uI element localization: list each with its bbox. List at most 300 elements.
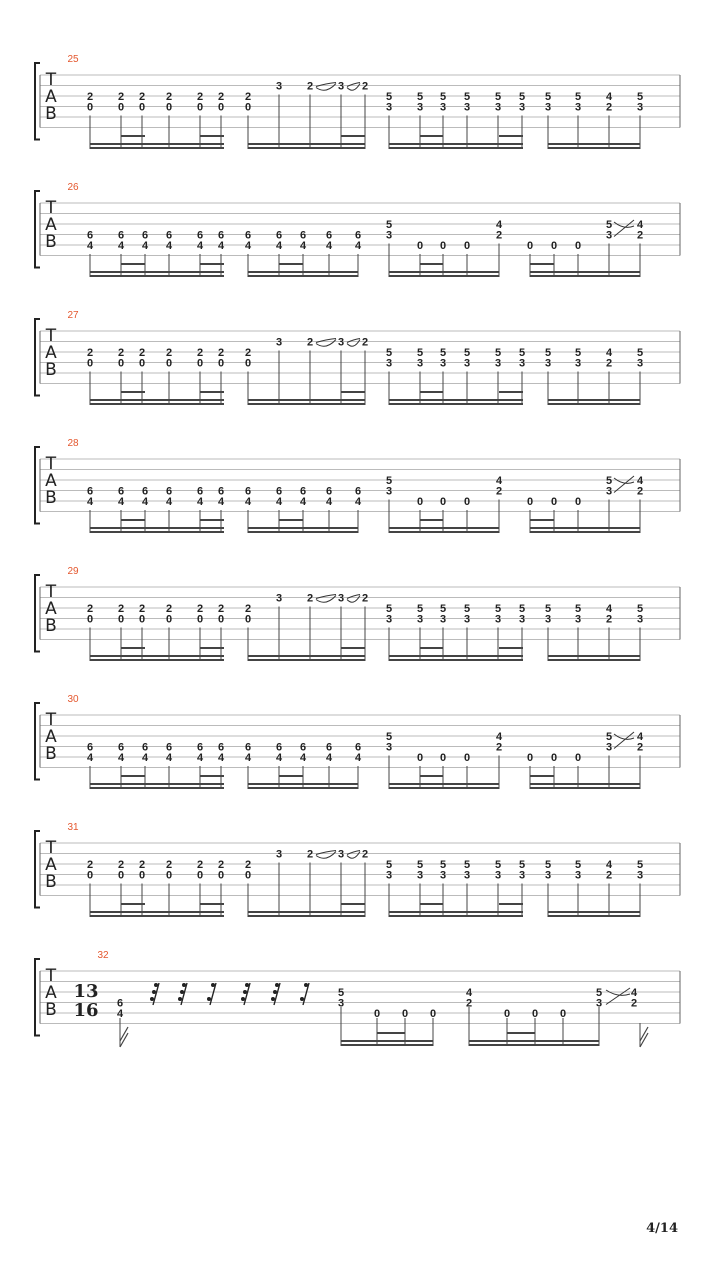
beam [90, 659, 224, 661]
fret-number: 2 [244, 603, 252, 615]
fret-number: 2 [217, 91, 225, 103]
fret-number: 0 [117, 869, 125, 882]
page-number: 4/14 [646, 1221, 678, 1236]
tab-system-28 [35, 438, 680, 533]
fret-number: 3 [439, 357, 447, 370]
beam-sub [499, 647, 523, 649]
fret-number: 2 [605, 101, 613, 114]
beam-sub [530, 519, 554, 521]
fret-number: 4 [299, 240, 307, 252]
fret-number: 4 [117, 496, 125, 508]
fret-number: 2 [117, 347, 125, 359]
beam [248, 271, 358, 273]
fret-number: 4 [217, 496, 225, 508]
fret-number: 0 [165, 101, 173, 114]
rest-symbol [304, 983, 308, 987]
fret-number: 2 [86, 859, 94, 871]
beam [389, 787, 499, 789]
beam-sub [341, 903, 365, 905]
fret-number: 0 [217, 357, 225, 370]
fret-number: 3 [385, 869, 393, 882]
beam-sub [200, 263, 224, 265]
tab-system-30 [35, 694, 680, 789]
fret-number: 5 [416, 91, 424, 103]
fret-number: 0 [526, 496, 534, 508]
fret-number: 3 [275, 80, 283, 93]
measure-number: 32 [97, 950, 109, 961]
fret-number: 0 [244, 869, 252, 882]
fret-number: 3 [416, 613, 424, 626]
beam [341, 1044, 433, 1046]
fret-number: 5 [385, 475, 393, 487]
fret-number: 4 [165, 752, 173, 764]
fret-number: 2 [217, 603, 225, 615]
fret-number: 5 [385, 219, 393, 231]
fret-number: 0 [416, 496, 424, 508]
beam [389, 655, 523, 657]
fret-number: 4 [86, 240, 94, 252]
tab-clef-t: T [45, 582, 57, 602]
fret-number: 4 [244, 240, 252, 252]
fret-number: 2 [361, 80, 369, 93]
fret-number: 3 [595, 997, 603, 1010]
fret-number: 4 [117, 240, 125, 252]
beam [389, 147, 523, 149]
beam [248, 399, 365, 401]
fret-number: 5 [385, 731, 393, 743]
beam-sub [420, 647, 443, 649]
tab-clef-a: A [45, 215, 57, 235]
fret-number: 2 [217, 347, 225, 359]
tab-clef-b: B [45, 616, 57, 636]
fret-number: 2 [86, 347, 94, 359]
fret-number: 0 [244, 613, 252, 626]
fret-number: 2 [196, 91, 204, 103]
fret-number: 0 [401, 1008, 409, 1020]
beam-sub [507, 1032, 535, 1034]
beam [548, 147, 640, 149]
rest-symbol [273, 990, 277, 994]
beam [389, 783, 499, 785]
fret-number: 5 [574, 859, 582, 871]
rest-symbol [275, 983, 279, 987]
beam [530, 531, 640, 533]
fret-number: 0 [526, 240, 534, 252]
fret-number: 3 [463, 101, 471, 114]
beam-sub [279, 263, 303, 265]
fret-number: 3 [518, 101, 526, 114]
fret-number: 4 [465, 987, 473, 999]
fret-number: 4 [86, 752, 94, 764]
fret-number: 5 [439, 91, 447, 103]
tab-clef-a: A [45, 599, 57, 619]
system-bracket [35, 831, 40, 908]
fret-number: 2 [165, 603, 173, 615]
beam [530, 271, 640, 273]
beam [90, 655, 224, 657]
fret-number: 3 [544, 357, 552, 370]
fret-number: 2 [196, 859, 204, 871]
fret-number: 0 [503, 1008, 511, 1020]
fret-number: 0 [86, 613, 94, 626]
fret-number: 3 [494, 613, 502, 626]
fret-number: 5 [605, 219, 613, 231]
fret-number: 2 [217, 859, 225, 871]
fret-number: 5 [544, 91, 552, 103]
fret-number: 6 [117, 229, 125, 242]
rest-symbol [207, 997, 211, 1001]
tab-clef-a: A [45, 983, 57, 1003]
fret-number: 4 [141, 752, 149, 764]
beam-sub [420, 903, 443, 905]
fret-number: 5 [494, 91, 502, 103]
beam-sub [200, 391, 224, 393]
beam [530, 783, 640, 785]
beam [548, 659, 640, 661]
fret-number: 2 [306, 592, 314, 605]
beam-sub [420, 391, 443, 393]
beam [389, 531, 499, 533]
fret-number: 4 [495, 731, 503, 743]
fret-number: 0 [165, 357, 173, 370]
fret-number: 6 [299, 229, 307, 242]
fret-number: 6 [275, 485, 283, 498]
fret-number: 6 [165, 741, 173, 754]
fret-number: 4 [636, 731, 644, 743]
tab-clef-a: A [45, 343, 57, 363]
fret-number: 3 [574, 869, 582, 882]
fret-number: 6 [165, 485, 173, 498]
fret-number: 6 [165, 229, 173, 242]
tab-clef-b: B [45, 1000, 57, 1020]
beam [389, 399, 523, 401]
rest-symbol [241, 997, 245, 1001]
beam [90, 911, 224, 913]
beam [341, 1040, 433, 1042]
fret-number: 3 [416, 357, 424, 370]
tab-system-25 [35, 54, 680, 149]
fret-number: 4 [605, 347, 613, 359]
measure-number: 26 [67, 182, 79, 193]
fret-number: 5 [574, 347, 582, 359]
fret-number: 2 [86, 603, 94, 615]
beam [389, 911, 523, 913]
fret-number: 4 [196, 496, 204, 508]
fret-number: 4 [299, 752, 307, 764]
beam [548, 915, 640, 917]
beam-sub [420, 519, 443, 521]
fret-number: 2 [605, 613, 613, 626]
fret-number: 3 [463, 357, 471, 370]
fret-number: 0 [196, 869, 204, 882]
beam [248, 655, 365, 657]
fret-number: 0 [574, 752, 582, 764]
fret-number: 6 [196, 741, 204, 754]
rest-symbol [245, 983, 249, 987]
fret-number: 6 [354, 229, 362, 242]
fret-number: 4 [217, 752, 225, 764]
fret-number: 2 [636, 485, 644, 498]
fret-number: 2 [86, 91, 94, 103]
fret-number: 6 [354, 741, 362, 754]
beam [248, 783, 358, 785]
fret-number: 2 [244, 347, 252, 359]
fret-number: 0 [196, 357, 204, 370]
fret-number: 4 [605, 859, 613, 871]
fret-number: 5 [636, 91, 644, 103]
fret-number: 3 [605, 741, 613, 754]
fret-number: 5 [605, 731, 613, 743]
beam-sub [200, 647, 224, 649]
fret-number: 4 [354, 496, 362, 508]
fret-number: 5 [385, 347, 393, 359]
fret-number: 0 [217, 613, 225, 626]
fret-number: 2 [165, 347, 173, 359]
fret-number: 5 [463, 603, 471, 615]
fret-number: 6 [244, 229, 252, 242]
fret-number: 5 [385, 603, 393, 615]
fret-number: 3 [416, 101, 424, 114]
beam-sub [200, 903, 224, 905]
fret-number: 3 [636, 101, 644, 114]
fret-number: 5 [636, 347, 644, 359]
fret-number: 0 [244, 101, 252, 114]
beam [248, 911, 365, 913]
fret-number: 4 [165, 496, 173, 508]
fret-number: 3 [337, 848, 345, 861]
fret-number: 3 [337, 592, 345, 605]
beam-sub [377, 1032, 405, 1034]
tab-clef-t: T [45, 326, 57, 346]
tab-system-26 [35, 182, 680, 277]
fret-number: 4 [605, 603, 613, 615]
fret-number: 2 [636, 229, 644, 242]
beam [389, 271, 499, 273]
fret-number: 6 [275, 741, 283, 754]
fret-number: 3 [605, 229, 613, 242]
fret-number: 2 [117, 603, 125, 615]
fret-number: 0 [550, 752, 558, 764]
fret-number: 4 [244, 496, 252, 508]
fret-number: 6 [244, 741, 252, 754]
fret-number: 2 [495, 741, 503, 754]
fret-number: 3 [636, 869, 644, 882]
fret-number: 3 [518, 357, 526, 370]
fret-number: 3 [385, 229, 393, 242]
rest-symbol [178, 997, 182, 1001]
fret-number: 6 [217, 741, 225, 754]
fret-number: 0 [165, 613, 173, 626]
fret-number: 4 [495, 475, 503, 487]
beam [90, 783, 224, 785]
measure-number: 28 [67, 438, 79, 449]
rest-symbol [271, 997, 275, 1001]
beam [530, 787, 640, 789]
beam-sub [200, 775, 224, 777]
fret-number: 6 [325, 229, 333, 242]
fret-number: 3 [385, 485, 393, 498]
fret-number: 6 [299, 741, 307, 754]
beam [389, 403, 523, 405]
beam [248, 275, 358, 277]
fret-number: 2 [605, 357, 613, 370]
tab-clef-t: T [45, 198, 57, 218]
fret-number: 2 [495, 229, 503, 242]
fret-number: 0 [165, 869, 173, 882]
fret-number: 5 [518, 91, 526, 103]
fret-number: 6 [141, 741, 149, 754]
beam [248, 787, 358, 789]
beam [90, 271, 224, 273]
fret-number: 5 [518, 603, 526, 615]
fret-number: 3 [574, 357, 582, 370]
fret-number: 6 [141, 485, 149, 498]
fret-number: 3 [275, 592, 283, 605]
tab-clef-b: B [45, 104, 57, 124]
fret-number: 2 [138, 859, 146, 871]
fret-number: 4 [495, 219, 503, 231]
beam-sub [341, 647, 365, 649]
beam [90, 531, 224, 533]
fret-number: 4 [325, 752, 333, 764]
tab-clef-b: B [45, 872, 57, 892]
fret-number: 4 [244, 752, 252, 764]
fret-number: 3 [544, 101, 552, 114]
tab-clef-b: B [45, 488, 57, 508]
fret-number: 0 [117, 357, 125, 370]
fret-number: 3 [636, 613, 644, 626]
fret-number: 6 [325, 741, 333, 754]
fret-number: 2 [196, 603, 204, 615]
fret-number: 5 [439, 859, 447, 871]
fret-number: 0 [196, 613, 204, 626]
beam [90, 915, 224, 917]
fret-number: 4 [636, 475, 644, 487]
measure-number: 27 [67, 310, 79, 321]
beam-sub [121, 263, 145, 265]
beam-sub [279, 775, 303, 777]
tab-system-29 [35, 566, 680, 661]
fret-number: 5 [439, 603, 447, 615]
fret-number: 3 [337, 997, 345, 1010]
fret-number: 3 [385, 741, 393, 754]
beam [90, 787, 224, 789]
beam [90, 143, 224, 145]
beam [548, 143, 640, 145]
beam [389, 275, 499, 277]
time-signature-top: 13 [73, 981, 99, 1002]
beam [248, 531, 358, 533]
fret-number: 4 [86, 496, 94, 508]
fret-number: 6 [86, 741, 94, 754]
beam-sub [121, 647, 145, 649]
fret-number: 0 [138, 613, 146, 626]
fret-number: 2 [495, 485, 503, 498]
fret-number: 0 [416, 752, 424, 764]
fret-number: 6 [196, 229, 204, 242]
fret-number: 2 [244, 91, 252, 103]
fret-number: 3 [494, 357, 502, 370]
beam-sub [420, 775, 443, 777]
fret-number: 5 [385, 91, 393, 103]
fret-number: 0 [550, 496, 558, 508]
fret-number: 5 [595, 987, 603, 999]
beam-sub [530, 263, 554, 265]
rest-symbol [152, 990, 156, 994]
measure-number: 31 [67, 822, 79, 833]
beam [530, 527, 640, 529]
fret-number: 4 [196, 752, 204, 764]
measure-number: 30 [67, 694, 79, 705]
measure-number: 29 [67, 566, 79, 577]
beam [248, 403, 365, 405]
beam-sub [279, 519, 303, 521]
fret-number: 5 [544, 859, 552, 871]
fret-number: 5 [518, 859, 526, 871]
fret-number: 3 [337, 80, 345, 93]
beam-sub [121, 391, 145, 393]
beam [90, 403, 224, 405]
system-bracket [35, 447, 40, 524]
tab-clef-b: B [45, 360, 57, 380]
beam [90, 527, 224, 529]
beam-sub [341, 135, 365, 137]
time-signature-bottom: 16 [73, 1000, 99, 1021]
rest-symbol [300, 997, 304, 1001]
fret-number: 2 [165, 91, 173, 103]
fret-number: 4 [141, 240, 149, 252]
beam [469, 1044, 599, 1046]
fret-number: 4 [275, 240, 283, 252]
tab-clef-t: T [45, 454, 57, 474]
fret-number: 6 [196, 485, 204, 498]
beam [389, 143, 523, 145]
fret-number: 6 [86, 229, 94, 242]
fret-number: 0 [138, 357, 146, 370]
fret-number: 0 [439, 240, 447, 252]
fret-number: 2 [361, 848, 369, 861]
beam-sub [420, 263, 443, 265]
beam-sub [200, 519, 224, 521]
fret-number: 3 [337, 336, 345, 349]
fret-number: 2 [306, 336, 314, 349]
fret-number: 0 [463, 496, 471, 508]
system-bracket [35, 575, 40, 652]
system-bracket [35, 191, 40, 268]
fret-number: 6 [117, 485, 125, 498]
beam-sub [200, 135, 224, 137]
tab-clef-a: A [45, 87, 57, 107]
fret-number: 4 [275, 496, 283, 508]
beam [548, 911, 640, 913]
fret-number: 0 [574, 496, 582, 508]
beam [248, 527, 358, 529]
fret-number: 4 [605, 91, 613, 103]
tab-system-32 [35, 950, 680, 1047]
fret-number: 3 [463, 613, 471, 626]
tab-clef-a: A [45, 855, 57, 875]
fret-number: 4 [196, 240, 204, 252]
fret-number: 0 [463, 752, 471, 764]
beam-sub [499, 391, 523, 393]
system-bracket [35, 959, 40, 1036]
beam-sub [499, 135, 523, 137]
beam [469, 1040, 599, 1042]
fret-number: 5 [439, 347, 447, 359]
fret-number: 3 [385, 613, 393, 626]
fret-number: 4 [354, 752, 362, 764]
fret-number: 3 [574, 101, 582, 114]
